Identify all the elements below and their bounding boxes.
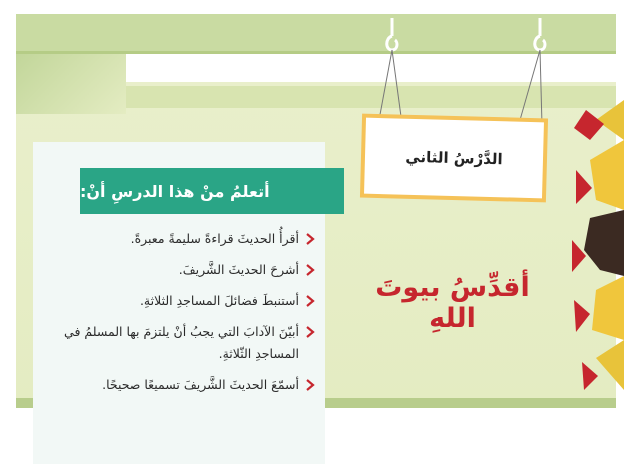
objectives-list bbox=[40, 228, 316, 405]
list-item bbox=[40, 259, 316, 281]
islamic-star-ornament-icon bbox=[566, 100, 624, 400]
list-item bbox=[40, 374, 316, 396]
objective-text: أسمّعَ الحديثَ الشَّريفَ تسميعًا صحيحًا. bbox=[102, 377, 299, 392]
hanging-hook-icon bbox=[384, 18, 400, 62]
banner-corner-decoration bbox=[16, 54, 126, 114]
list-item bbox=[40, 228, 316, 250]
objective-text: أقرأُ الحديثَ قراءةً سليمةً معبرةً. bbox=[130, 231, 299, 246]
chevron-bullet-icon bbox=[304, 295, 316, 307]
list-item bbox=[40, 290, 316, 312]
chevron-bullet-icon bbox=[304, 326, 316, 338]
lesson-number-label: الدَّرْسُ الثاني bbox=[405, 147, 503, 169]
hanging-hook-icon bbox=[532, 18, 548, 62]
objectives-heading: أتعلمُ منْ هذا الدرسِ أنْ: bbox=[80, 181, 270, 201]
list-item bbox=[40, 321, 316, 365]
objective-text: أستنبطَ فضائلَ المساجدِ الثلاثةِ. bbox=[139, 293, 299, 308]
objective-text: أبيّنَ الآدابَ التي يجبُ أنْ يلتزمَ بها المسلمُ في المساجدِ الثّلاثةِ. bbox=[64, 324, 299, 361]
banner-top-strip bbox=[16, 14, 616, 54]
chevron-bullet-icon bbox=[304, 379, 316, 391]
objective-text: أشرحَ الحديثَ الشَّريفَ. bbox=[178, 262, 299, 277]
lesson-title: أقدِّسُ بيوتَ اللهِ bbox=[375, 272, 530, 334]
chevron-bullet-icon bbox=[304, 233, 316, 245]
lesson-number-sign bbox=[360, 114, 548, 203]
chevron-bullet-icon bbox=[304, 264, 316, 276]
objectives-header bbox=[80, 168, 344, 214]
